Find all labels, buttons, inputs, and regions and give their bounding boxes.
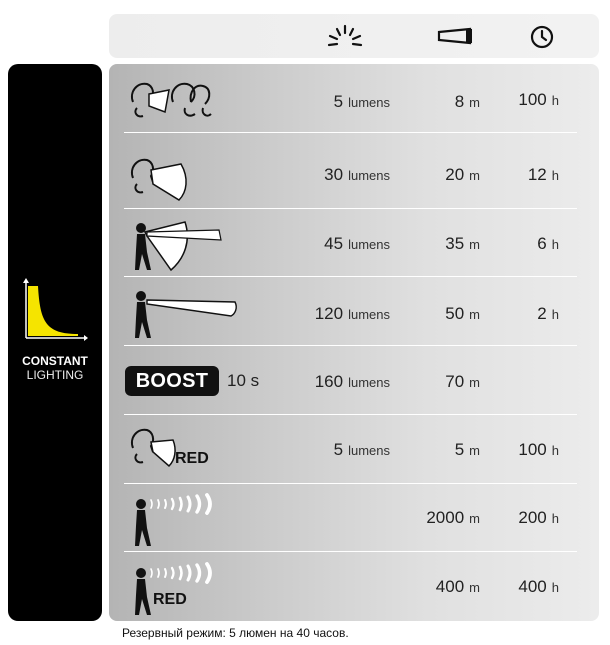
lumens-unit: lumens [348,443,390,458]
movement-lighting-icon [123,218,243,274]
duration-unit: h [551,307,559,322]
duration-value: 2 [537,304,547,323]
lumens-unit: lumens [348,375,390,390]
distance-value: 50 [445,304,465,323]
distance-unit: m [469,443,480,458]
distance-unit: m [469,237,480,252]
table-row [109,553,599,621]
boost-badge: BOOST [125,366,219,396]
distance-unit: m [469,580,480,595]
boost-duration: 10 s [227,371,260,390]
row-divider [124,208,577,209]
duration-unit: h [551,237,559,252]
lumens-unit: lumens [348,237,390,252]
table-row [109,140,599,208]
lighting-label: LIGHTING [26,368,84,382]
beam-distance-icon [436,24,476,50]
lumens-unit: lumens [348,307,390,322]
duration-unit: h [551,580,559,595]
lumens-unit: lumens [348,168,390,183]
distance-unit: m [469,375,480,390]
duration-value: 100 [518,90,547,109]
distance-value: 400 [435,577,465,596]
row-divider [124,132,577,133]
lumens-value: 120 [314,304,344,323]
distance-value: 70 [445,372,465,391]
proximity-lighting-icon [123,148,243,204]
table-row [109,64,599,132]
constant-label-bold: CONSTANT [22,354,88,368]
lumens-value: 45 [324,234,344,253]
red-light-label: RED [175,450,209,467]
duration-unit: h [551,168,559,183]
duration-unit: h [551,511,559,526]
lumens-value: 5 [333,92,344,111]
duration-value: 12 [527,165,547,184]
table-row [109,210,599,278]
lumens-unit: lumens [348,95,390,110]
row-divider [124,276,577,277]
flashing-mode-icon [123,492,243,548]
distance-value: 35 [445,234,465,253]
distance-value: 5 [454,440,465,459]
distance-unit: m [469,95,480,110]
distance-value: 2000 [426,508,465,527]
duration-value: 200 [518,508,547,527]
table-row [109,484,599,552]
constant-lighting-label [0,354,110,382]
constant-lighting-panel [8,64,102,621]
duration-unit: h [551,443,559,458]
lumens-value: 160 [314,372,344,391]
brightness-icon [325,24,365,50]
lighting-modes-table [109,64,599,621]
row-divider [124,345,577,346]
distance-value: 8 [454,92,465,111]
duration-value: 400 [518,577,547,596]
distance-unit: m [469,168,480,183]
duration-unit: h [551,93,559,108]
distance-unit: m [469,307,480,322]
reserve-mode-note: Резервный режим: 5 люмен на 40 часов. [122,626,349,640]
table-row [109,416,599,484]
row-divider [124,414,577,415]
red-light-label: RED [153,591,187,608]
distance-unit: m [469,511,480,526]
distance-lighting-icon [123,286,243,342]
duration-value: 6 [537,234,547,253]
distance-value: 20 [445,165,465,184]
lumens-value: 5 [333,440,344,459]
table-row [109,278,599,346]
constant-lighting-chart-icon [18,278,88,342]
clock-icon [529,24,555,50]
duration-value: 100 [518,440,547,459]
lumens-value: 30 [324,165,344,184]
row-divider [124,551,577,552]
close-range-group-icon [123,72,243,128]
